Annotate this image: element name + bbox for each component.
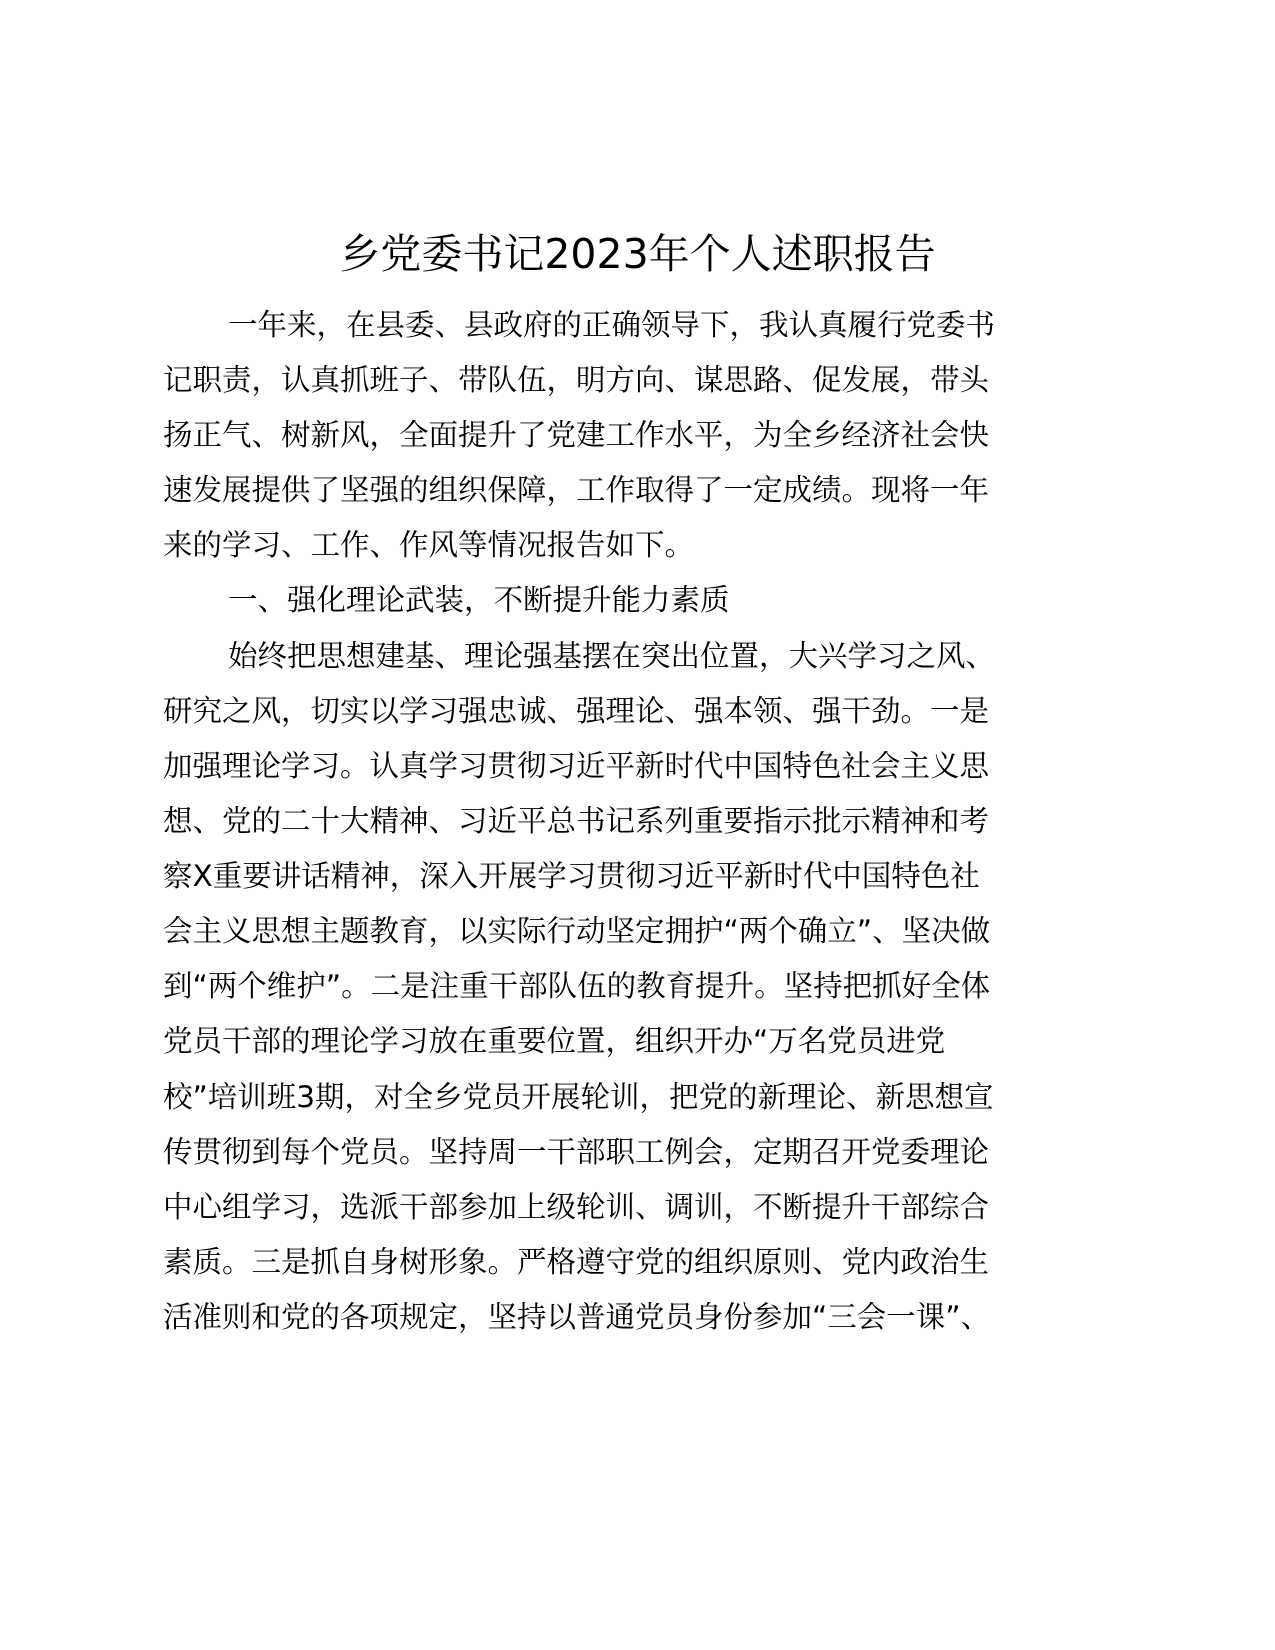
section-heading: 一、强化理论武装，不断提升能力素质 <box>228 583 730 617</box>
paragraph-line: 一年来，在县委、县政府的正确领导下，我认真履行党委书 <box>228 308 996 342</box>
paragraph-line: 来的学习、工作、作风等情况报告如下。 <box>163 528 695 562</box>
paragraph-line: 想、党的二十大精神、习近平总书记系列重要指示批示精神和考 <box>163 804 990 838</box>
paragraph-line: 研究之风，切实以学习强忠诚、强理论、强本领、强干劲。一是 <box>163 694 990 728</box>
paragraph-line: 察X重要讲话精神，深入开展学习贯彻习近平新时代中国特色社 <box>163 859 980 893</box>
paragraph-line: 到“两个维护”。二是注重干部队伍的教育提升。坚持把抓好全体 <box>163 969 991 1003</box>
paragraph-line: 始终把思想建基、理论强基摆在突出位置，大兴学习之风、 <box>228 639 996 673</box>
paragraph-line: 会主义思想主题教育，以实际行动坚定拥护“两个确立”、坚决做 <box>163 914 991 948</box>
paragraph-line: 校”培训班3期，对全乡党员开展轮训，把党的新理论、新思想宣 <box>163 1080 994 1114</box>
paragraph-line: 加强理论学习。认真学习贯彻习近平新时代中国特色社会主义思 <box>163 749 990 783</box>
paragraph-line: 速发展提供了坚强的组织保障，工作取得了一定成绩。现将一年 <box>163 473 990 507</box>
paragraph-line: 党员干部的理论学习放在重要位置，组织开办“万名党员进党 <box>163 1024 946 1058</box>
paragraph-line: 中心组学习，选派干部参加上级轮训、调训，不断提升干部综合 <box>163 1190 990 1224</box>
paragraph-line: 记职责，认真抓班子、带队伍，明方向、谋思路、促发展，带头 <box>163 363 990 397</box>
paragraph-line: 活准则和党的各项规定，坚持以普通党员身份参加“三会一课”、 <box>163 1300 991 1334</box>
paragraph-line: 传贯彻到每个党员。坚持周一干部职工例会，定期召开党委理论 <box>163 1135 990 1169</box>
paragraph-line: 扬正气、树新风，全面提升了党建工作水平，为全乡经济社会快 <box>163 418 990 452</box>
paragraph-line: 素质。三是抓自身树形象。严格遵守党的组织原则、党内政治生 <box>163 1245 990 1279</box>
document-title: 乡党委书记2023年个人述职报告 <box>339 230 936 278</box>
